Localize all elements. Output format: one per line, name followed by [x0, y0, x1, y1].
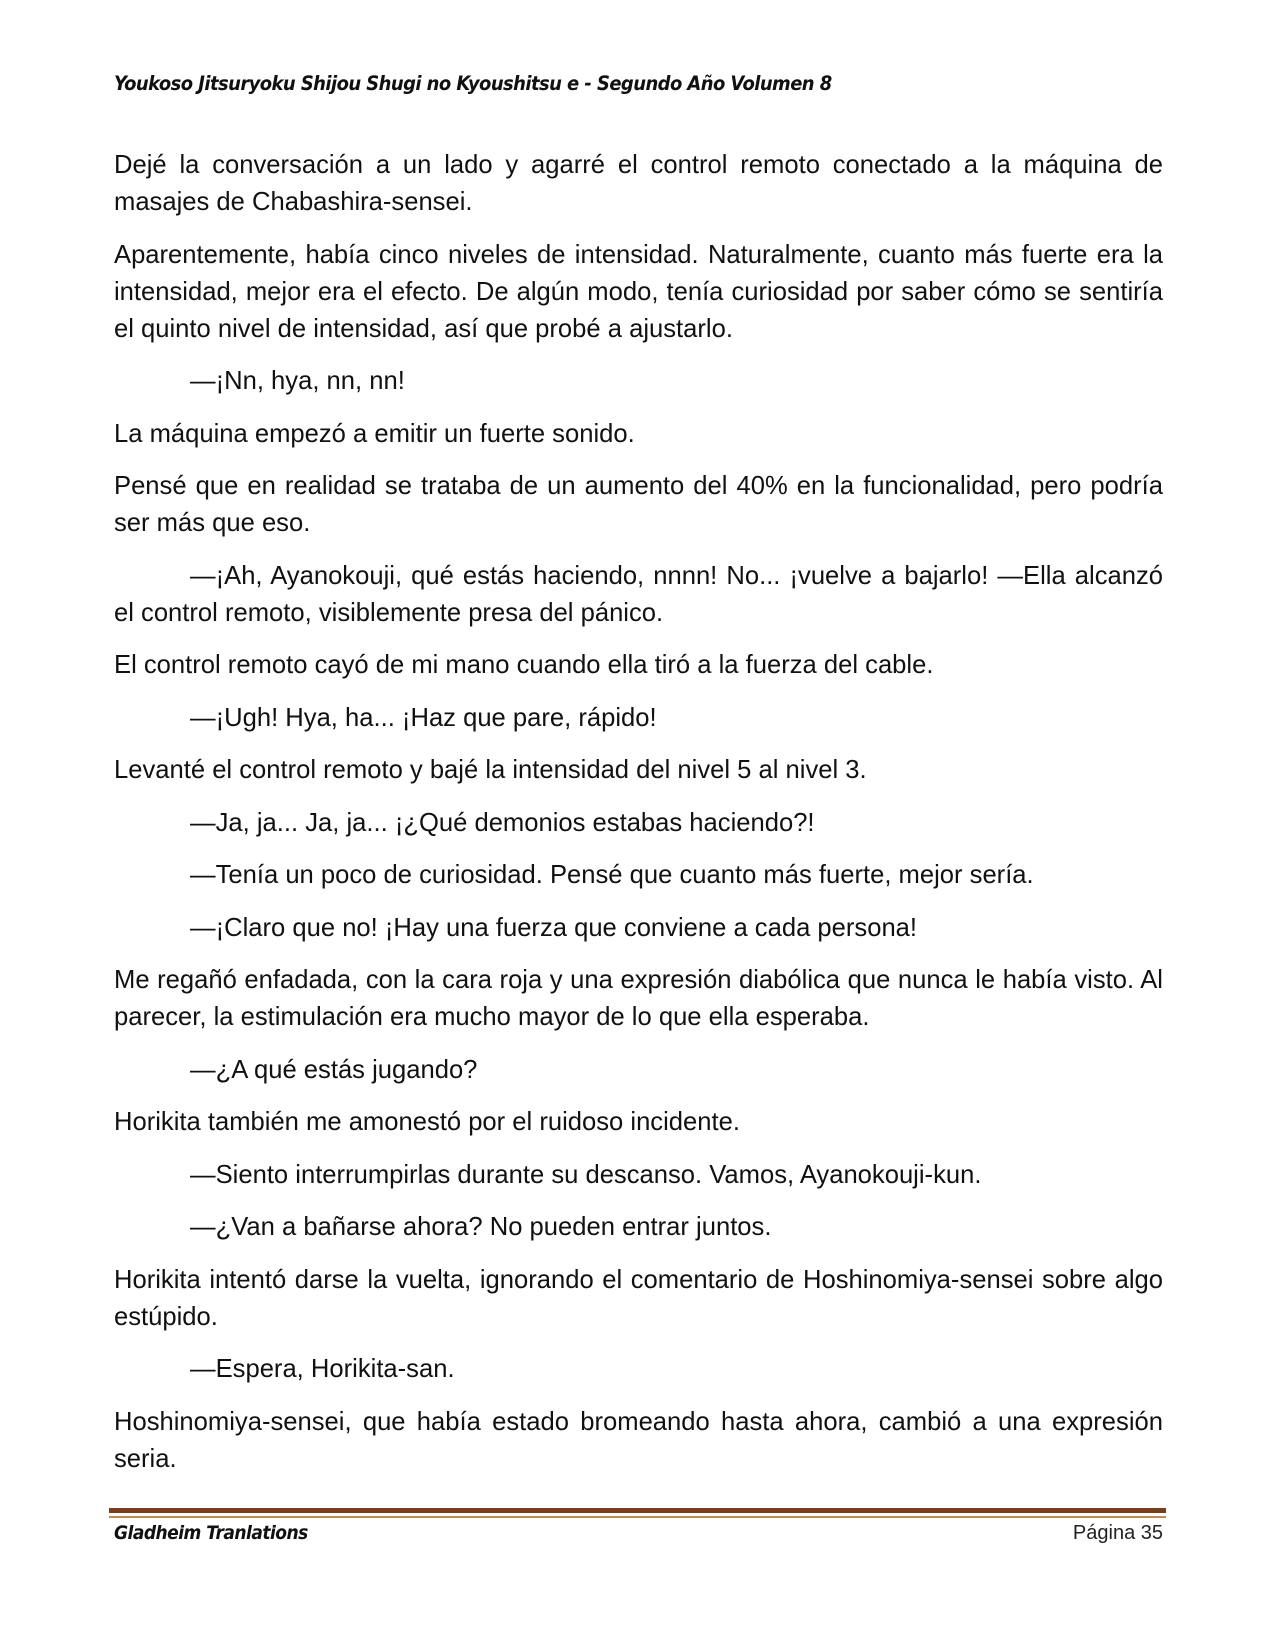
narration-paragraph: Horikita intentó darse la vuelta, ignorando el comentario de Hoshinomiya-sensei sobre algo estúpido. — [114, 1265, 1163, 1331]
narration-paragraph: Dejé la conversación a un lado y agarré el control remoto conectado a la máquina de masajes de Chabashira-sensei. — [114, 151, 1163, 216]
narration-paragraph: El control remoto cayó de mi mano cuando ella tiró a la fuerza del cable. — [114, 651, 934, 679]
dialogue-paragraph: —Ja, ja... Ja, ja... ¡¿Qué demonios estabas haciendo?! — [190, 808, 815, 837]
footer-rule-thick — [109, 1508, 1166, 1513]
running-header: Youkoso Jitsuryoku Shijou Shugi no Kyoushitsu e - Segundo Año Volumen 8 — [114, 72, 832, 95]
dialogue-paragraph: —¿A qué estás jugando? — [190, 1055, 478, 1084]
narration-paragraph: La máquina empezó a emitir un fuerte sonido. — [114, 419, 635, 448]
page-number: Página 35 — [1072, 1522, 1163, 1544]
narration-paragraph: Hoshinomiya-sensei, que había estado bromeando hasta ahora, cambió a una expresión seria. — [114, 1407, 1163, 1473]
dialogue-paragraph: —Espera, Horikita-san. — [190, 1355, 455, 1383]
dialogue-paragraph: —¡Claro que no! ¡Hay una fuerza que conviene a cada persona! — [190, 913, 918, 942]
narration-paragraph: Horikita también me amonestó por el ruidoso incidente. — [114, 1108, 740, 1136]
dialogue-paragraph: —Siento interrumpirlas durante su descanso. Vamos, Ayanokouji-kun. — [190, 1160, 982, 1189]
dialogue-paragraph: —¡Ugh! Hya, ha... ¡Haz que pare, rápido! — [190, 703, 657, 732]
narration-paragraph: Pensé que en realidad se trataba de un aumento del 40% en la funcionalidad, pero podría ser más que eso. — [114, 472, 1163, 537]
page-body — [114, 147, 1163, 1493]
narration-paragraph: Levanté el control remoto y bajé la intensidad del nivel 5 al nivel 3. — [114, 756, 867, 784]
narration-paragraph: Aparentemente, había cinco niveles de intensidad. Naturalmente, cuanto más fuerte era la intensidad, mejor era el efecto. De algún modo, tenía curiosidad por saber cómo se sentiría el quinto nivel de intensidad, así que probé a ajustarlo. — [114, 240, 1163, 343]
narration-paragraph: Me regañó enfadada, con la cara roja y una expresión diabólica que nunca le había visto. Al parecer, la estimulación era mucho mayor de lo que ella esperaba. — [114, 966, 1163, 1031]
footer-credit: Gladheim Tranlations — [114, 1522, 308, 1544]
dialogue-paragraph: —¡Ah, Ayanokouji, qué estás haciendo, nnnn! No... ¡vuelve a bajarlo! —Ella alcanzó el control remoto, visiblemente presa del pánico. — [114, 561, 1163, 627]
dialogue-paragraph: —Tenía un poco de curiosidad. Pensé que cuanto más fuerte, mejor sería. — [190, 861, 1034, 889]
dialogue-paragraph: —¿Van a bañarse ahora? No pueden entrar juntos. — [190, 1213, 772, 1241]
dialogue-paragraph: —¡Nn, hya, nn, nn! — [190, 367, 405, 395]
footer-rule-thin — [109, 1516, 1166, 1518]
